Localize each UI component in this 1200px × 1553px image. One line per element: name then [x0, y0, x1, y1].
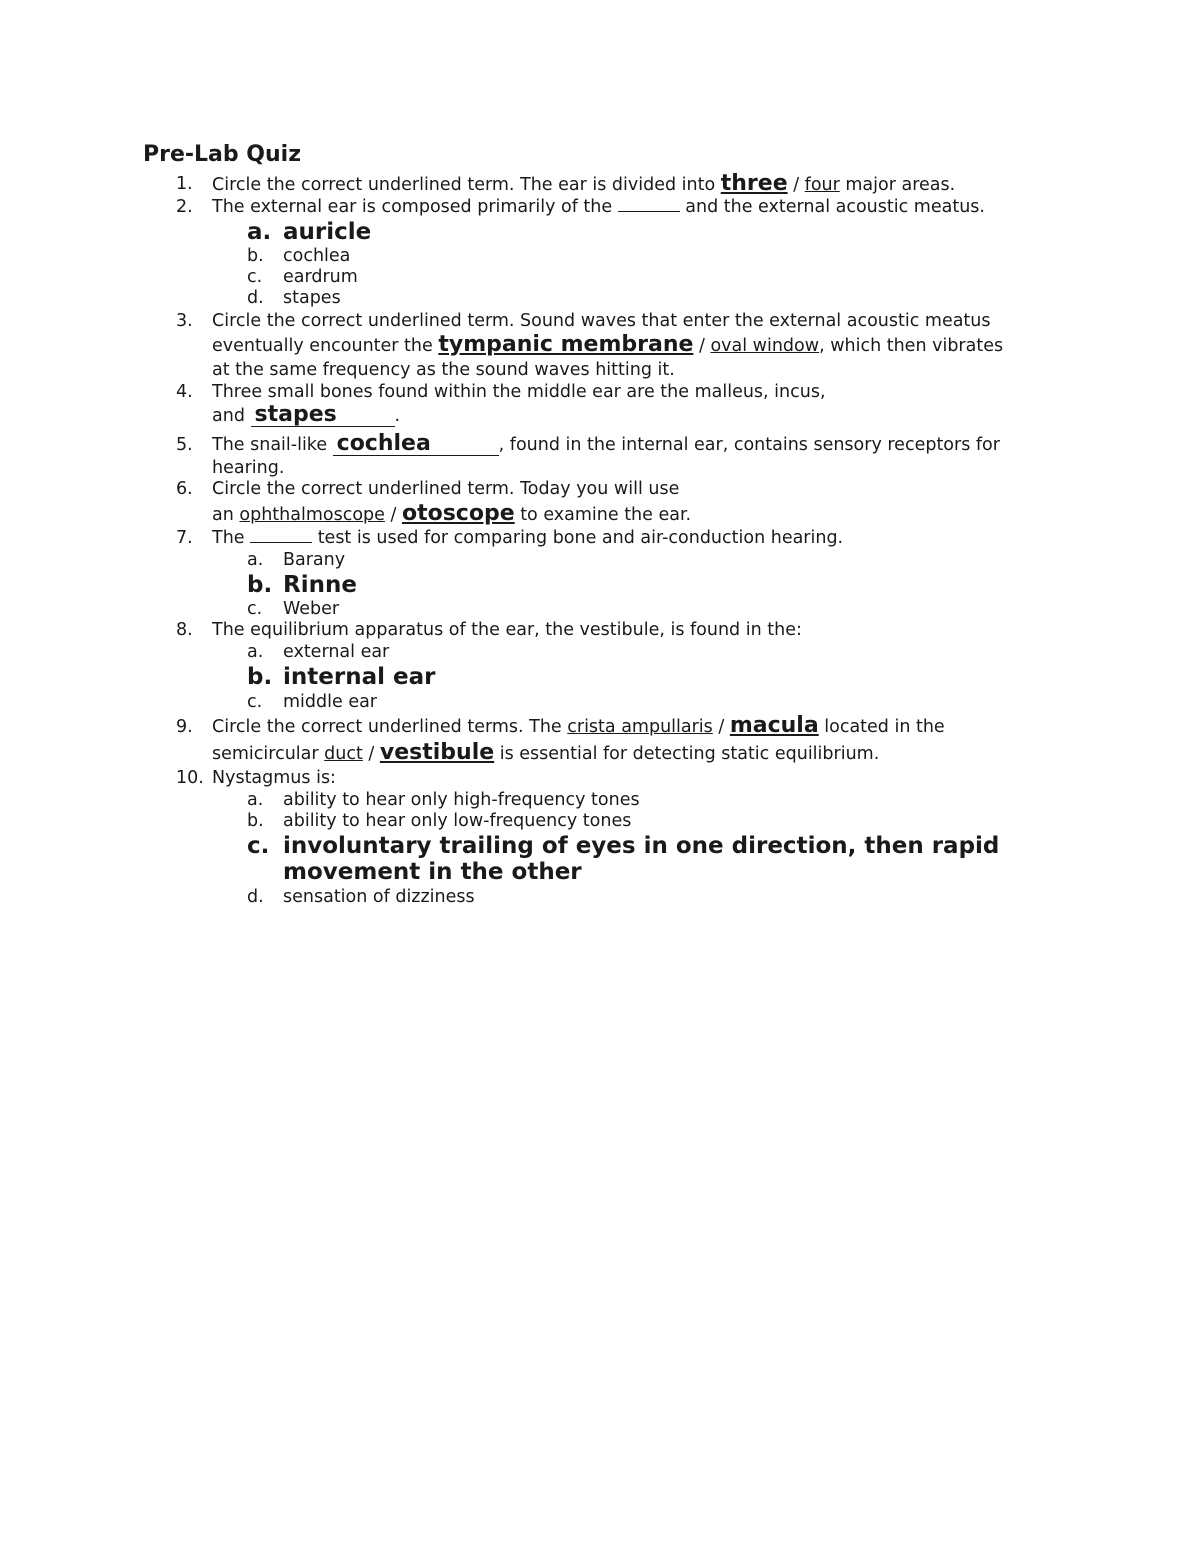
q2-option-c: eardrum [283, 267, 358, 287]
q3-line1: Circle the correct underlined term. Sound waves that enter the external acoustic meatus [212, 311, 991, 331]
q10-text: Nystagmus is: [212, 768, 336, 788]
q10-option-letter-d: d. [247, 887, 264, 907]
q9-alternative-2: duct [324, 744, 363, 764]
q1-answer: three [720, 171, 788, 196]
q10-option-a: ability to hear only high-frequency tones [283, 790, 640, 810]
q2-option-letter-d: d. [247, 288, 264, 308]
q10-option-d: sensation of dizziness [283, 887, 475, 907]
q3-line2: eventually encounter the tympanic membrane / oval window, which then vibrates [212, 332, 1004, 357]
quiz-title: Pre-Lab Quiz [143, 142, 302, 167]
q2-option-letter-a: a. [247, 219, 272, 245]
q2-option-d: stapes [283, 288, 341, 308]
q7-blank [250, 528, 312, 543]
q9-alternative-1: crista ampullaris [567, 717, 713, 737]
q3-alternative: oval window [710, 336, 820, 356]
q4-number: 4. [176, 382, 193, 402]
q7-option-a: Barany [283, 550, 346, 570]
q6-answer: otoscope [401, 501, 515, 526]
q1-text: Circle the correct underlined term. The ear is divided into three / four major areas. [212, 171, 956, 196]
q4-line2: and stapes . [212, 402, 401, 427]
q10-option-letter-c: c. [247, 833, 270, 859]
q8-option-b-answer: internal ear [283, 664, 436, 690]
q2-blank [618, 197, 680, 212]
q2-text: The external ear is composed primarily of the and the external acoustic meatus. [212, 197, 985, 217]
q6-alternative: ophthalmoscope [239, 505, 385, 525]
q8-number: 8. [176, 620, 193, 640]
q2-number: 2. [176, 197, 193, 217]
q8-option-letter-c: c. [247, 692, 263, 712]
q3-answer: tympanic membrane [438, 332, 694, 357]
q9-line2: semicircular duct / vestibule is essential for detecting static equilibrium. [212, 740, 880, 765]
q5-answer: cochlea [333, 433, 499, 456]
q8-option-letter-b: b. [247, 664, 273, 690]
q4-line1: Three small bones found within the middle ear are the malleus, incus, [212, 382, 826, 402]
q7-option-b-answer: Rinne [283, 572, 357, 598]
q3-line3: at the same frequency as the sound waves hitting it. [212, 360, 675, 380]
q10-option-letter-a: a. [247, 790, 264, 810]
q8-option-a: external ear [283, 642, 390, 662]
q10-number: 10. [176, 768, 204, 788]
q9-answer-2: vestibule [379, 740, 495, 765]
q7-option-c: Weber [283, 599, 340, 619]
q1-alternative: four [804, 175, 840, 195]
q10-option-letter-b: b. [247, 811, 264, 831]
q9-line1: Circle the correct underlined terms. The crista ampullaris / macula located in the [212, 713, 945, 738]
q8-option-c: middle ear [283, 692, 378, 712]
q7-option-letter-c: c. [247, 599, 263, 619]
q3-number: 3. [176, 311, 193, 331]
q2-option-b: cochlea [283, 246, 351, 266]
q9-number: 9. [176, 717, 193, 737]
q2-option-letter-c: c. [247, 267, 263, 287]
q6-line1: Circle the correct underlined term. Today you will use [212, 479, 680, 499]
q5-line1: The snail-like cochlea , found in the internal ear, contains sensory receptors for [212, 431, 1000, 456]
q2-option-letter-b: b. [247, 246, 264, 266]
q5-number: 5. [176, 435, 193, 455]
q10-option-c-answer-continued: movement in the other [283, 859, 582, 885]
q8-option-letter-a: a. [247, 642, 264, 662]
q2-option-a-answer: auricle [283, 219, 372, 245]
q7-text: The test is used for comparing bone and air-conduction hearing. [212, 528, 844, 548]
q9-answer-1: macula [729, 713, 819, 738]
q4-answer: stapes [251, 404, 395, 427]
q1-number: 1. [176, 174, 193, 194]
q7-number: 7. [176, 528, 193, 548]
q8-text: The equilibrium apparatus of the ear, the vestibule, is found in the: [212, 620, 802, 640]
q6-line2: an ophthalmoscope / otoscope to examine the ear. [212, 501, 692, 526]
q10-option-b: ability to hear only low-frequency tones [283, 811, 632, 831]
q7-option-letter-a: a. [247, 550, 264, 570]
q10-option-c-answer: involuntary trailing of eyes in one direction, then rapid [283, 833, 1000, 859]
q5-line2: hearing. [212, 458, 285, 478]
q6-number: 6. [176, 479, 193, 499]
q7-option-letter-b: b. [247, 572, 273, 598]
